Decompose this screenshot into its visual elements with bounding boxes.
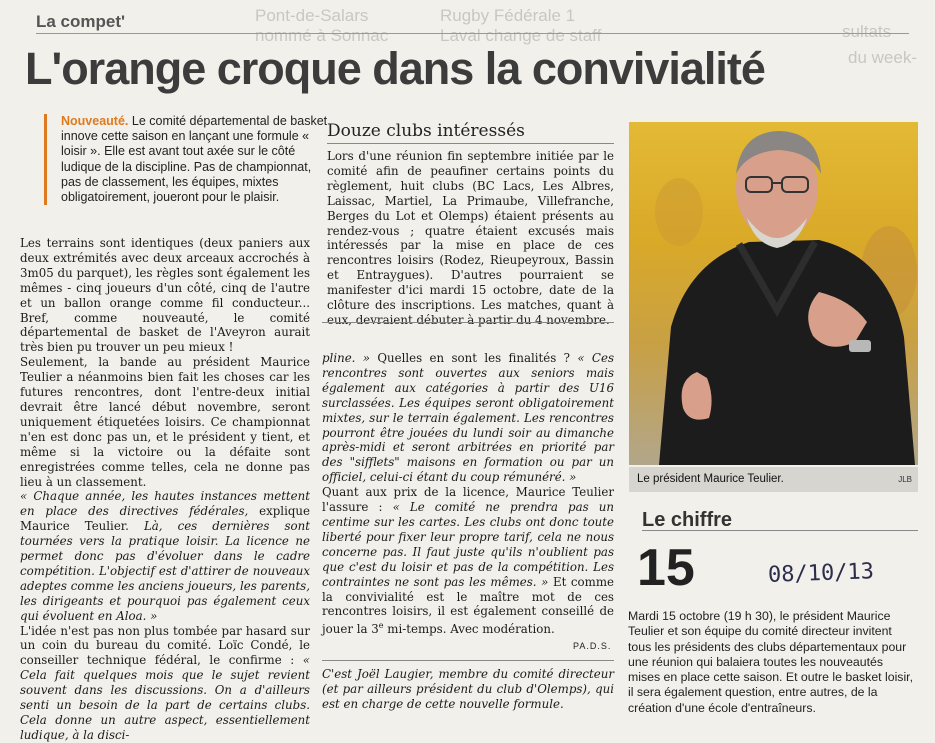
- bleed-text: sultats: [842, 22, 892, 41]
- bleed-text: du week-: [848, 48, 917, 67]
- intro-kicker: Nouveauté.: [61, 114, 129, 128]
- photo-caption: Le président Maurice Teulier. JLB: [629, 467, 918, 492]
- bleed-text: Pont-de-Salars: [255, 6, 369, 25]
- paragraph: L'idée n'est pas non plus tombée par hasard sur un coin du bureau du comité. Loïc Condé, le conseiller technique fédéral, le confirme : « Cela fait quelques mois que le sujet revient souvent dans les discussions. On a d'ailleurs senti un besoin de la part de certains clubs. Cela donne un autre aspect, essentiellement ludique, à la disci-: [20, 623, 310, 742]
- article-column-1: [20, 236, 310, 743]
- top-rule: [36, 33, 909, 34]
- bleed-text: nommé à Sonnac: [255, 26, 389, 45]
- paragraph: pline. » Quelles en sont les finalités ? « Ces rencontres sont ouvertes aux seniors mais également aux catégories à partir des U16 surclassées. Les équipes seront obligatoirement mixtes, sur le terrain également. Les rencontres pourront être jouées du lundi soir au dimanche après-midi et seront arbitrées en priorité par des "sifflets" maisons en formation ou par un officiel, celui-ci étant du coup rémunéré. »: [322, 351, 614, 485]
- section-rubric: La compet': [36, 12, 126, 31]
- president-photo: [629, 122, 918, 465]
- box-bottom-rule: [322, 322, 614, 323]
- chiffre-text: Mardi 15 octobre (19 h 30), le président Maurice Teulier et son équipe du comité directeur invitent tous les présidents des clubs départementaux pour une réunion qui balaiera toutes les nouveautés mises en place cette saison. Et outre le basket loisir, il sera également question, entre autres, de la création d'une école d'entraîneurs.: [628, 609, 914, 715]
- bleed-text: Laval change de staff: [440, 26, 602, 45]
- paragraph: Les terrains sont identiques (deux paniers aux deux extrémités avec deux arceaux accrochés à 3m05 du parquet), les règles sont également les mêmes - cinq joueurs d'un côté, cinq de l'autre et un ballon orange comme fil conducteur... Bref, comme nouveauté, le comité départemental de basket de l'Aveyron aurait très bien pu trouver un peu mieux !: [20, 236, 310, 355]
- chiffre-rule: [642, 530, 918, 531]
- paragraph: Seulement, la bande au président Maurice Teulier a néanmoins bien fait les choses car les futures rencontres, dont l'entre-deux initial devrait être lancé début novembre, seront uniquement étiquetées loisirs. Ce championnat n'en est donc pas un, et le président y tient, et même si la victoire ou la défaite sont enregistrées comme telles, cela ne donne pas lieu à un classement.: [20, 355, 310, 489]
- author-signature: PA.D.S.: [573, 641, 612, 651]
- bleed-text: Rugby Fédérale 1: [440, 6, 576, 25]
- chiffre-title: Le chiffre: [642, 509, 733, 531]
- headline: L'orange croque dans la convivialité: [25, 43, 765, 94]
- box-title: Douze clubs intéressés: [327, 121, 525, 141]
- note-rule: [322, 660, 614, 661]
- handwritten-date: 08/10/13: [767, 559, 875, 588]
- photo-credit: JLB: [898, 475, 912, 484]
- intro-paragraph: [44, 114, 329, 205]
- editor-note: C'est Joël Laugier, membre du comité directeur (et par ailleurs président du club d'Olemps), qui est en charge de cette nouvelle formule.: [322, 667, 614, 711]
- article-column-2: [322, 351, 614, 637]
- key-number: 15: [637, 539, 695, 597]
- intro-text: Le comité départemental de basket innove cette saison en lançant une formule « loisir ». Elle est avant tout axée sur le côté ludique de la discipline. Pas de championnat, pas de classement, les équipes, mixtes obligatoirement, joueront pour le plaisir.: [61, 114, 328, 205]
- person-illustration: [629, 122, 918, 465]
- quote-paragraph: « Chaque année, les hautes instances mettent en place des directives fédérales, explique Maurice Teulier. Là, ces dernières sont tournées vers la pratique loisir. La licence ne permet donc pas d'évoluer dans le cadre compétition. L'objectif est d'attirer de nouveaux adeptes comme les anciens joueurs, les parents, les dirigeants et pourquoi pas également ceux qui évoluent en Aloa. »: [20, 489, 310, 623]
- box-title-rule: [327, 143, 614, 144]
- paragraph: Quant aux prix de la licence, Maurice Teulier l'assure : « Le comité ne prendra pas un centime sur les cartes. Les clubs ont donc toute liberté pour fixer leur propre tarif, cela ne nous concerne pas. Il faut juste qu'ils n'oublient pas que c'est du loisir et pas de la compétition. Les contraintes ne sont pas les mêmes. » Et comme la convivialité est le maître mot de ces rencontres loisirs, il est également conseillé de jouer la 3e mi-temps. Avec modération.: [322, 485, 614, 637]
- box-text: Lors d'une réunion fin septembre initiée par le comité afin de peaufiner certains points du règlement, huit clubs (BC Lacs, Les Albres, Laissac, Martiel, La Primaube, Villefranche, Berges du Lot et Olemps) étaient présents au rendez-vous ; quatre étaient excusés mais intéressés par la mise en place de ces rencontres loisirs (Rodez, Rieupeyroux, Bassin et Entraygues). D'autres pourraient se manifester d'ici mardi 15 octobre, date de la clôture des inscriptions. Les matches, quant à eux, devraient débuter à partir du 4 novembre.: [327, 149, 614, 327]
